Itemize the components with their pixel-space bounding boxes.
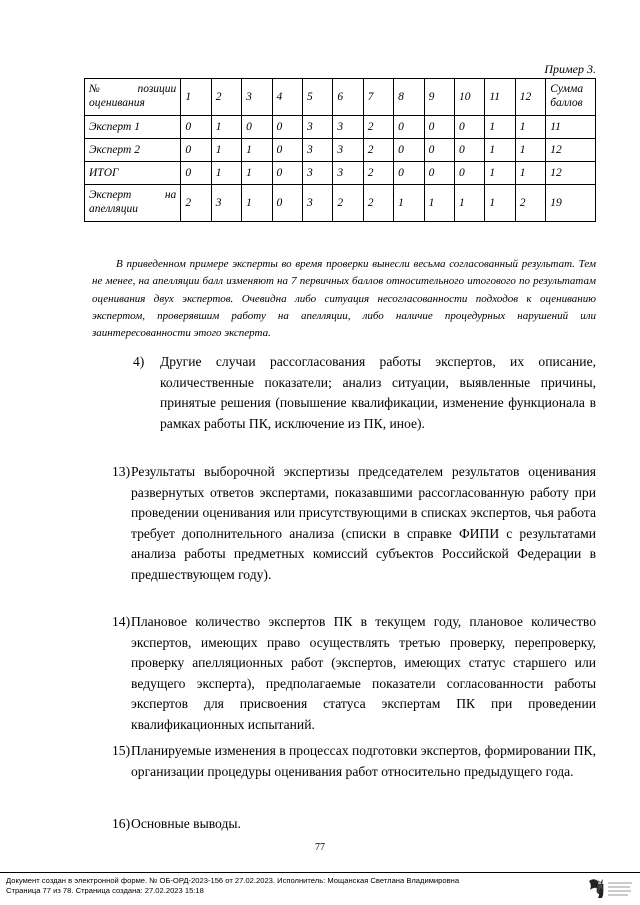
- table-row: [85, 139, 596, 162]
- sum-cell: 12: [546, 139, 596, 162]
- score-cell: 0: [272, 185, 302, 222]
- score-cell: 2: [515, 185, 545, 222]
- item-number: 16): [112, 816, 131, 831]
- sum-cell: 19: [546, 185, 596, 222]
- score-cell: 1: [485, 116, 515, 139]
- position-cell: 6: [333, 79, 363, 116]
- score-cell: 0: [181, 162, 211, 185]
- score-cell: 1: [454, 185, 484, 222]
- position-cell: 8: [394, 79, 424, 116]
- score-cell: 0: [181, 116, 211, 139]
- item-text: Другие случаи рассогласования работы экспертов, их описание, количественные показатели; анализ ситуации, выявленные причины, принятые решения (повышение квалификации, изменение функционала в рамках работы ПК, исключение из ПК, иное).: [160, 354, 596, 431]
- score-cell: 3: [302, 116, 332, 139]
- item-number: 4): [133, 354, 145, 369]
- table-row: [85, 162, 596, 185]
- score-cell: 2: [363, 139, 393, 162]
- score-cell: 2: [333, 185, 363, 222]
- score-cell: 1: [515, 116, 545, 139]
- score-cell: 2: [363, 162, 393, 185]
- score-cell: 1: [515, 162, 545, 185]
- score-cell: 3: [333, 116, 363, 139]
- row-label: Эксперт 2: [85, 139, 181, 162]
- row-label: Эксперт 1: [85, 116, 181, 139]
- score-cell: 1: [485, 139, 515, 162]
- footer-line-document: Документ создан в электронной форме. № ОБ-ОРД-2023-156 от 27.02.2023. Исполнитель: Мощанская Светлана Владимировна: [6, 876, 460, 885]
- position-cell: 11: [485, 79, 515, 116]
- score-cell: 2: [363, 116, 393, 139]
- score-cell: 0: [394, 116, 424, 139]
- row-label-cell: [85, 185, 181, 222]
- score-cell: 1: [424, 185, 454, 222]
- item-text: Основные выводы.: [131, 816, 241, 831]
- item-text: Плановое количество экспертов ПК в текущем году, плановое количество экспертов, имеющих право осуществлять третью проверку, перепроверку, проверку апелляционных работ (экспертов, имеющих статус старшего или ведущего эксперта), предполагаемые показатели согласованности работы экспертов для присвоения статуса экспертам ПК при проведении квалификационных испытаний.: [131, 614, 596, 732]
- score-cell: 0: [181, 139, 211, 162]
- score-cell: 0: [424, 116, 454, 139]
- item-number: 14): [112, 614, 131, 629]
- position-cell: 5: [302, 79, 332, 116]
- position-cell: 1: [181, 79, 211, 116]
- item-text: Планируемые изменения в процессах подготовки экспертов, формировании ПК, организации процедуры оценивания работ относительно предыдущего года.: [131, 743, 596, 779]
- score-cell: 3: [302, 185, 332, 222]
- score-cell: 1: [211, 139, 241, 162]
- commentary-text: В приведенном примере эксперты во время проверки вынесли весьма согласованный результат. Тем не менее, на апелляции балл изменяют на 7 первичных баллов относительного итогового по результатам оценивания двух экспертов. Очевидна либо ситуация несогласованности подходов к оцениванию экспертом, проверявшим работу на апелляции, либо наличие процедурных нарушений или заинтересованности этого эксперта.: [92, 258, 596, 340]
- document-footer: [6, 876, 459, 896]
- position-cell: 10: [454, 79, 484, 116]
- score-cell: 0: [272, 139, 302, 162]
- position-cell: 12: [515, 79, 545, 116]
- score-cell: 1: [485, 185, 515, 222]
- score-cell: 3: [333, 139, 363, 162]
- item-number: 13): [112, 464, 131, 479]
- score-cell: 0: [454, 116, 484, 139]
- score-cell: 1: [242, 139, 272, 162]
- page-number: 77: [315, 842, 325, 853]
- table-row: [85, 185, 596, 222]
- example-commentary: [92, 256, 596, 342]
- score-cell: 1: [242, 185, 272, 222]
- score-cell: 3: [211, 185, 241, 222]
- score-cell: 0: [454, 162, 484, 185]
- row-label: ИТОГ: [85, 162, 181, 185]
- example-label: Пример 3.: [544, 62, 596, 76]
- coat-of-arms-icon: [586, 874, 634, 902]
- score-cell: 0: [454, 139, 484, 162]
- score-cell: 1: [211, 162, 241, 185]
- score-cell: 0: [394, 162, 424, 185]
- score-cell: 3: [302, 139, 332, 162]
- position-cell: 2: [211, 79, 241, 116]
- row-label: Эксперт на апелляции: [89, 189, 177, 215]
- score-cell: 0: [242, 116, 272, 139]
- grades-table: [84, 78, 596, 222]
- score-cell: 1: [394, 185, 424, 222]
- sum-cell: 11: [546, 116, 596, 139]
- score-cell: 0: [394, 139, 424, 162]
- position-cell: 3: [242, 79, 272, 116]
- item-text: Результаты выборочной экспертизы председателем результатов оценивания развернутых ответов экспертами, показавшими рассогласованную работу при проведении оценивания или присутствующими в списках экспертов, чья работа требует дополнительного анализа (списки в справке ФИПИ с результатами анализа работы предметных комиссий субъектов Российской Федерации в предшествующем году).: [131, 464, 596, 582]
- position-cell: 7: [363, 79, 393, 116]
- footer-divider: [0, 872, 640, 873]
- score-cell: 1: [242, 162, 272, 185]
- score-cell: 3: [333, 162, 363, 185]
- position-header-cell: [85, 79, 181, 116]
- score-cell: 0: [424, 162, 454, 185]
- sum-cell: 12: [546, 162, 596, 185]
- score-cell: 2: [363, 185, 393, 222]
- score-cell: 0: [272, 116, 302, 139]
- sum-header-cell: Сумма баллов: [546, 79, 596, 116]
- table-header-row: [85, 79, 596, 116]
- footer-line-page-info: Страница 77 из 78. Страница создана: 27.02.2023 15:18: [6, 886, 204, 895]
- score-cell: 1: [211, 116, 241, 139]
- table-row: [85, 116, 596, 139]
- score-cell: 0: [424, 139, 454, 162]
- score-cell: 3: [302, 162, 332, 185]
- score-cell: 1: [485, 162, 515, 185]
- position-header-label: № позиции оценивания: [89, 83, 177, 109]
- score-cell: 1: [515, 139, 545, 162]
- item-number: 15): [112, 743, 131, 758]
- score-cell: 2: [181, 185, 211, 222]
- score-cell: 0: [272, 162, 302, 185]
- position-cell: 4: [272, 79, 302, 116]
- position-cell: 9: [424, 79, 454, 116]
